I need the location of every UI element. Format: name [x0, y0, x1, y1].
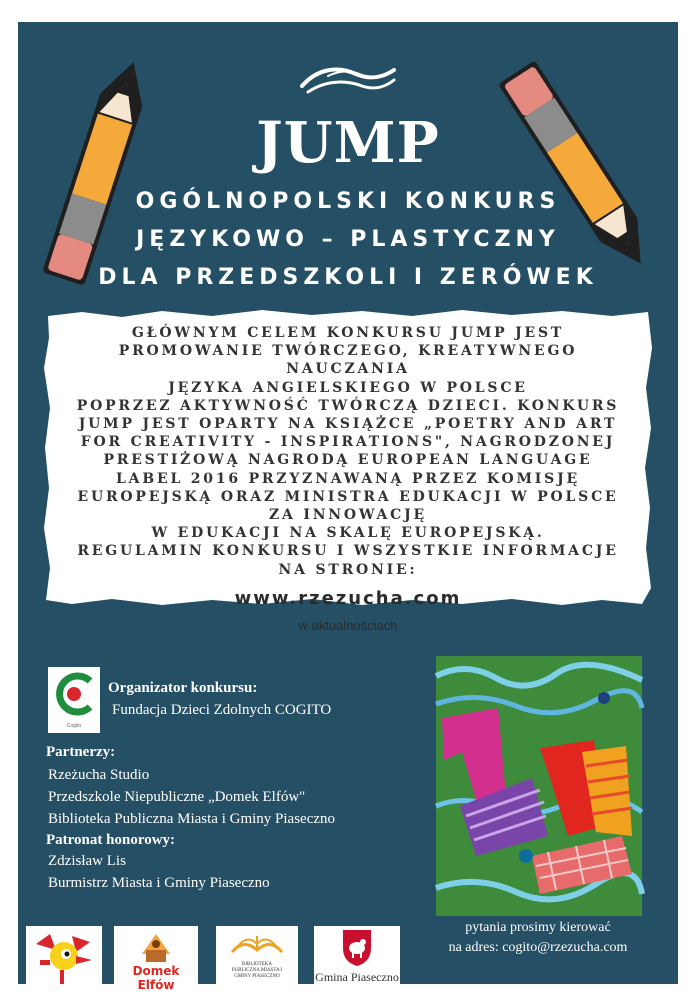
wave-ornament-icon [298, 62, 398, 98]
description-line: ZA INNOWACJĘ [268, 507, 428, 524]
description-line: REGULAMIN KONKURSU I WSZYSTKIE INFORMACJE [77, 543, 619, 560]
domek-elfow-icon [114, 926, 198, 966]
description-line: JUMP JEST OPARTY NA KSIĄŻCE „POETRY AND ART [78, 416, 618, 433]
cogito-logo-caption: Cogito [66, 723, 82, 729]
poster-title: JUMP [256, 110, 440, 176]
subtitle-line-3: DLA PRZEDSZKOLI I ZERÓWEK [98, 265, 598, 290]
gmina-piaseczno-logo [314, 926, 400, 984]
description-line: FOR CREATIVITY - INSPIRATIONS", NAGRODZONEJ [80, 434, 616, 451]
website-note: w aktualnościach [298, 618, 398, 633]
description-line: NAUCZANIA [286, 361, 410, 378]
description-line: EUROPEJSKĄ ORAZ MINISTRA EDUKACJI W POLSCE [77, 488, 619, 505]
partners-heading: Partnerzy: [46, 744, 116, 760]
open-book-icon [216, 926, 298, 960]
domek-elfow-logo [114, 926, 198, 992]
cogito-logo-icon [48, 667, 100, 723]
subtitle-line-2: JĘZYKOWO – PLASTYCZNY [136, 227, 560, 252]
description-line: PRESTIŻOWĄ NAGRODĄ EUROPEAN LANGUAGE [103, 452, 593, 469]
domek-elfow-caption: Domek Elfów [132, 964, 180, 992]
patronage-heading: Patronat honorowy: [46, 832, 176, 848]
rzezucha-bird-icon [26, 926, 102, 984]
gmina-caption: Gmina Piaseczno [315, 970, 399, 984]
description-line: W EDUKACJI NA SKALĘ EUROPEJSKĄ. [151, 525, 545, 542]
description-line: JĘZYKA ANGIELSKIEGO W POLSCE [168, 379, 528, 396]
contact-line-1: pytania prosimy kierować [465, 920, 611, 935]
biblioteka-logo [216, 926, 298, 984]
description-line: POPRZEZ AKTYWNOŚĆ TWÓRCZĄ DZIECI. KONKURS [76, 397, 620, 414]
website-link[interactable]: www.rzezucha.com [234, 588, 462, 609]
painting-artwork-icon [436, 656, 642, 916]
patronage-item: Zdzisław Lis [48, 853, 126, 869]
description-line: GŁÓWNYM CELEM KONKURSU JUMP JEST [131, 325, 565, 341]
partner-item: Przedszkole Niepubliczne „Domek Elfów" [48, 789, 306, 805]
contact-email[interactable]: na adres: cogito@rzezucha.com [448, 940, 628, 955]
child-painting [436, 656, 642, 916]
poster [18, 22, 678, 992]
description-line: LABEL 2016 PRZYZNAWANĄ PRZEZ KOMISJĘ [116, 470, 580, 487]
rzezucha-logo [26, 926, 102, 984]
description-line: PROMOWANIE TWÓRCZEGO, KREATYWNEGO [118, 343, 578, 360]
partner-item: Biblioteka Publiczna Miasta i Gminy Piaseczno [48, 811, 336, 827]
coat-of-arms-icon [314, 926, 400, 968]
patronage-item: Burmistrz Miasta i Gminy Piaseczno [48, 875, 270, 891]
cogito-logo [48, 667, 100, 733]
partner-item: Rzeżucha Studio [48, 767, 150, 783]
organizer-name: Fundacja Dzieci Zdolnych COGITO [112, 702, 332, 718]
organizer-heading: Organizator konkursu: [108, 680, 258, 696]
description-text [58, 324, 638, 579]
biblioteka-caption: BIBLIOTEKA PUBLICZNA MIASTA I GMINY PIASECZNO [231, 962, 283, 979]
subtitle-line-1: OGÓLNOPOLSKI KONKURS [135, 189, 561, 214]
description-line: NA STRONIE: [278, 561, 418, 578]
